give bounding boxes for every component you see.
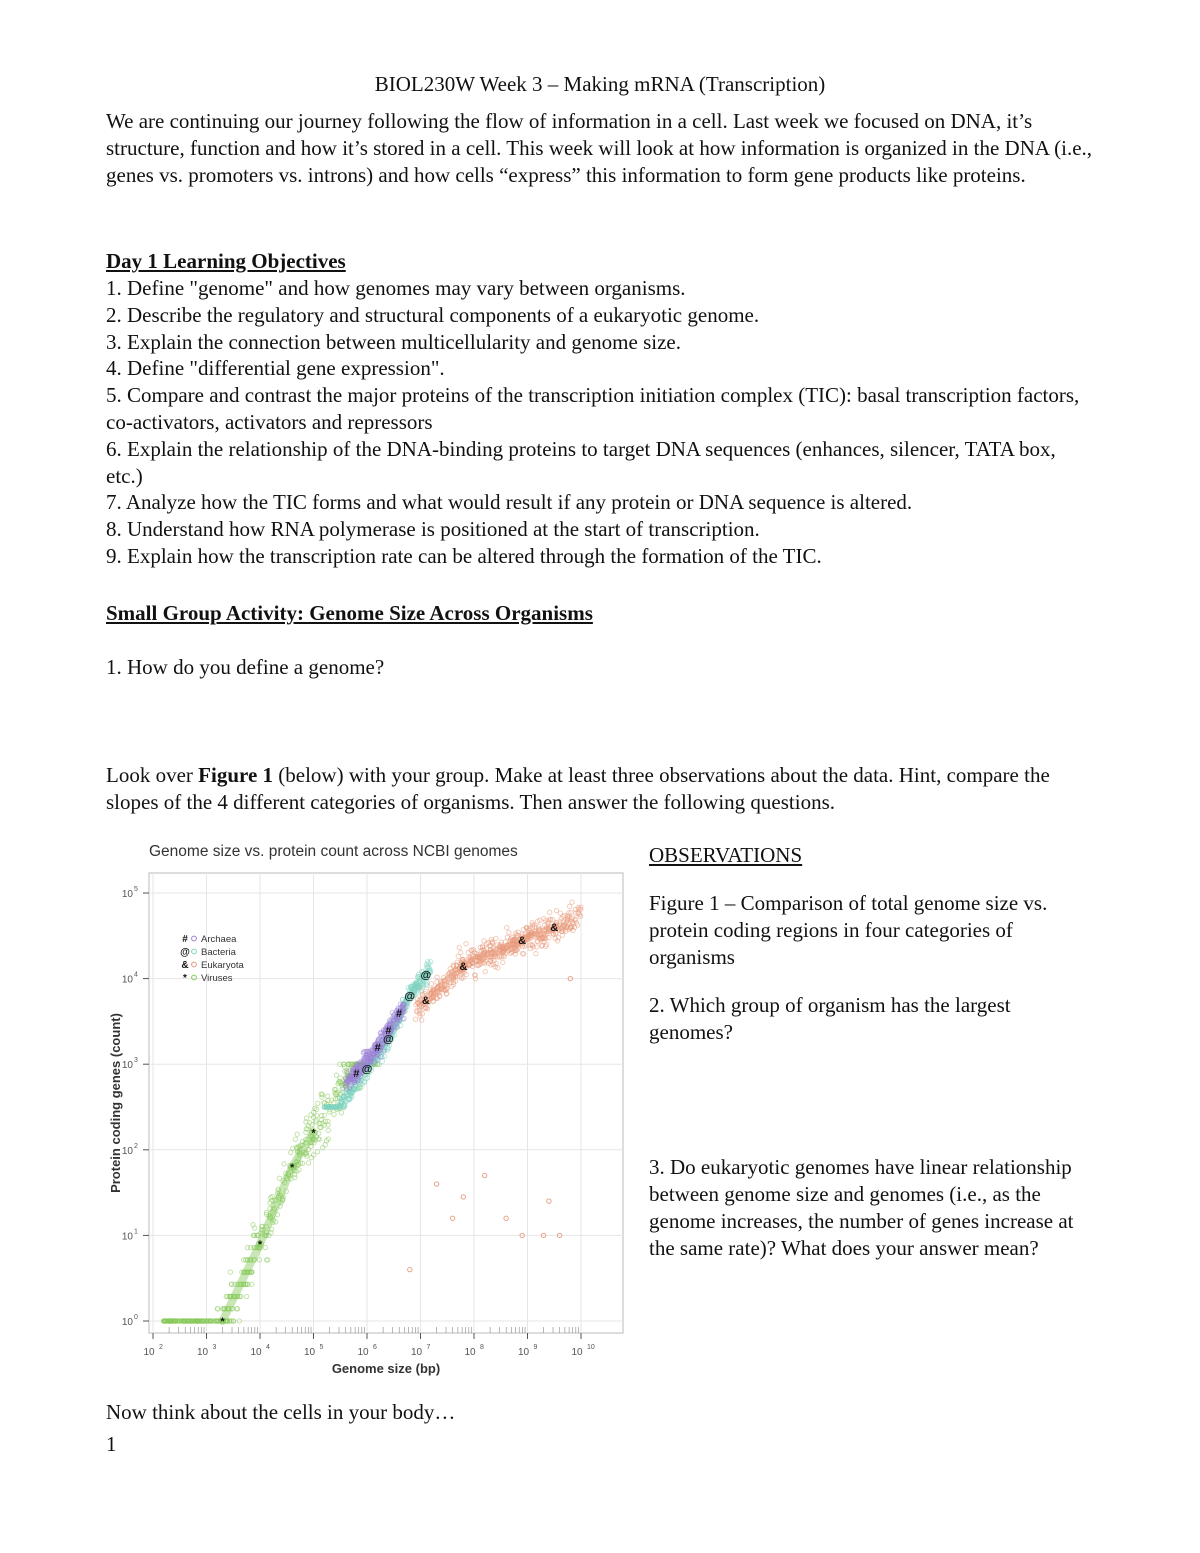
list-item: 6. Explain the relationship of the DNA-binding proteins to target DNA sequences (enhances, silencer, TATA box, etc.) [106,436,1056,488]
question-3: 3. Do eukaryotic genomes have linear relationship between genome size and genomes (i.e., as the genome increases, the number of genes increase at the same rate)? What does your answer mean? [649,1155,1074,1260]
median-marker-viruses: * [220,1316,225,1328]
median-marker-bacteria: @ [361,1063,373,1076]
median-marker-viruses: * [289,1161,295,1174]
legend-label: Bacteria [201,947,236,958]
x-tick-label: 10 [517,1347,530,1358]
figure-instructions: Look over Figure 1 (below) with your group. Make at least three observations about the data. Hint, compare the slopes of the 4 different categories of organisms. Then answer the following questions. [106,763,1050,814]
legend-label: Viruses [201,973,233,984]
intro-paragraph: We are continuing our journey following the flow of information in a cell. Last week we focused on DNA, it’s structure, function and how it’s stored in a cell. This week will look at how information is organized in the DNA (i.e., genes vs. promoters vs. introns) and how cells “express” this information to form gene products like proteins. [106,109,1093,187]
median-marker-eukaryota: & [421,995,430,1007]
list-item: 9. Explain how the transcription rate can be altered through the formation of the TIC. [106,543,822,568]
page-title: BIOL230W Week 3 – Making mRNA (Transcription) [374,72,826,96]
closing-line: Now think about the cells in your body… [106,1400,456,1424]
legend-symbol: # [182,934,188,945]
median-marker-bacteria: @ [420,969,432,982]
x-tick-exponent: 9 [533,1344,538,1351]
median-marker-viruses: * [311,1127,316,1140]
list-item: 1. Define "genome" and how genomes may vary between organisms. [106,276,686,300]
y-tick-label: 10 [121,1060,133,1072]
page-number: 1 [106,1432,117,1456]
median-marker-archaea: # [374,1042,381,1055]
list-item: 3. Explain the connection between multicellularity and genome size. [106,329,681,354]
x-tick-exponent: 4 [266,1344,270,1351]
y-tick-label: 10 [121,1317,133,1328]
list-item: 4. Define "differential gene expression". [106,356,445,381]
legend-label: Eukaryota [201,960,244,971]
x-tick-label: 10 [196,1347,209,1358]
genome-size-chart [103,833,628,1378]
y-tick-exponent: 1 [134,1228,138,1236]
x-tick-exponent: 10 [587,1344,595,1351]
x-tick-label: 10 [357,1347,369,1358]
y-tick-exponent: 2 [134,1142,138,1150]
figure-reference: Figure 1 [198,763,274,787]
median-marker-bacteria: @ [383,1033,394,1046]
chart-title: Genome size vs. protein count across NCBI genomes [149,843,518,860]
x-tick-exponent: 5 [319,1344,324,1351]
median-marker-eukaryota: & [550,922,559,935]
objectives-heading: Day 1 Learning Objectives [106,249,346,273]
y-tick-label: 10 [121,974,133,986]
x-tick-exponent: 6 [373,1344,377,1351]
x-tick-exponent: 7 [426,1344,431,1351]
legend-symbol: @ [180,947,190,958]
y-tick-exponent: 5 [134,886,138,893]
y-axis-label: Protein coding genes (count) [108,1013,123,1193]
x-tick-label: 10 [303,1347,316,1358]
list-item: 5. Compare and contrast the major proteins of the transcription initiation complex (TIC): basal transcription factors, co-activators, activators and repressors [106,383,1080,434]
median-marker-eukaryota: & [518,935,527,948]
median-marker-bacteria: @ [404,990,416,1003]
y-tick-label: 10 [121,1231,133,1243]
median-marker-archaea: # [385,1024,392,1037]
activity-heading: Small Group Activity: Genome Size Across Organisms [106,601,593,625]
x-tick-label: 10 [410,1347,423,1358]
question-2: 2. Which group of organism has the largest genomes? [649,993,1011,1044]
objectives-list [106,275,1086,570]
y-tick-exponent: 0 [134,1314,138,1321]
legend-symbol: & [181,960,189,971]
median-marker-archaea: # [396,1007,403,1020]
list-item: 2. Describe the regulatory and structural components of a eukaryotic genome. [106,302,760,327]
median-marker-archaea: # [353,1067,360,1080]
list-item: 7. Analyze how the TIC forms and what would result if any protein or DNA sequence is altered. [106,490,913,515]
median-marker-viruses: * [257,1238,263,1251]
x-tick-label: 10 [464,1347,476,1358]
question-1: 1. How do you define a genome? [106,655,385,679]
x-tick-label: 10 [571,1347,583,1358]
legend-label: Archaea [201,934,237,945]
x-tick-exponent: 2 [159,1344,163,1351]
x-tick-label: 10 [250,1347,262,1358]
x-tick-exponent: 3 [212,1344,217,1351]
x-axis-label: Genome size (bp) [331,1361,441,1376]
median-marker-eukaryota: & [459,960,468,973]
figure-caption: Figure 1 – Comparison of total genome size vs. protein coding regions in four categories of organisms [649,891,1048,969]
y-tick-label: 10 [121,889,133,900]
list-item: 8. Understand how RNA polymerase is positioned at the start of transcription. [106,517,760,542]
x-tick-exponent: 8 [480,1344,484,1351]
y-tick-label: 10 [121,1145,133,1157]
y-tick-exponent: 3 [134,1057,138,1065]
x-tick-label: 10 [143,1347,155,1358]
y-tick-exponent: 4 [134,971,138,979]
observations-heading: OBSERVATIONS [649,843,803,867]
legend-symbol: * [183,973,187,984]
